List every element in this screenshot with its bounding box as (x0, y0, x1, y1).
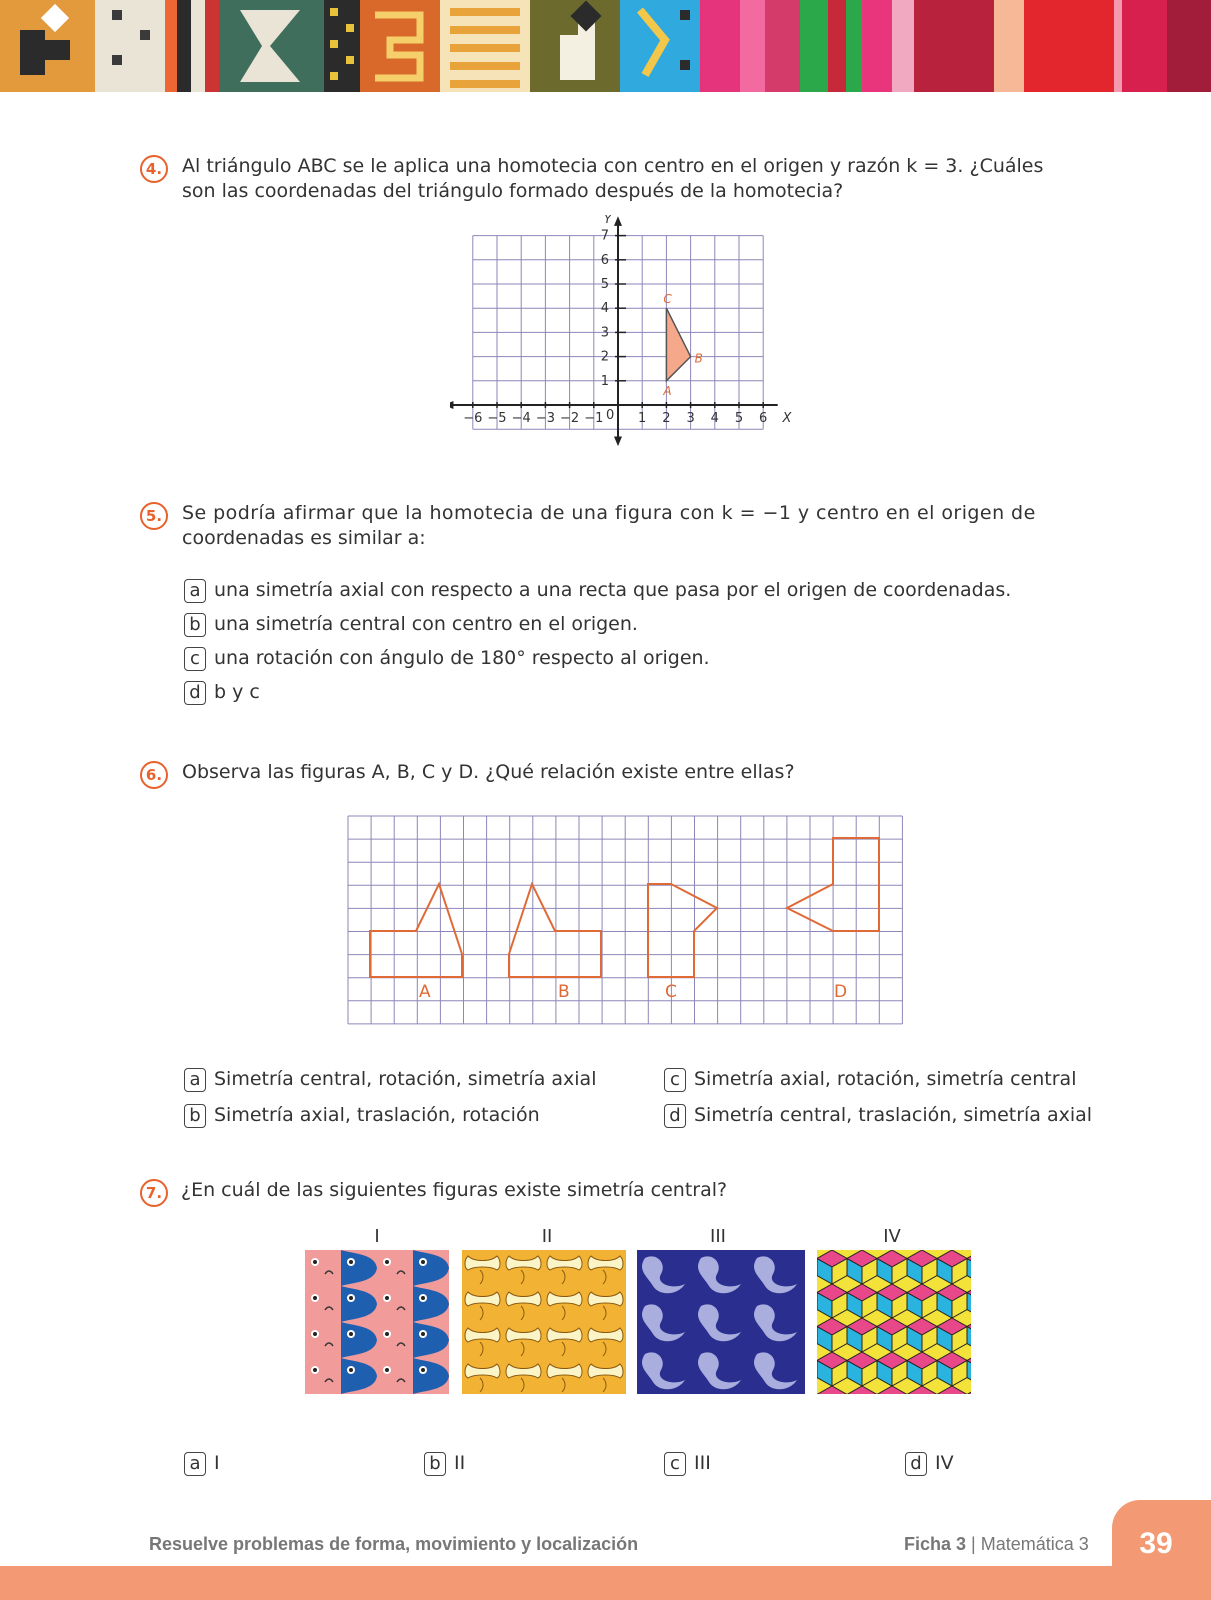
y-tick-label: 1 (600, 373, 609, 389)
pattern-iii-swirls (637, 1250, 805, 1394)
option-text: Simetría axial, traslación, rotación (214, 1104, 540, 1126)
option-letter-box: a (184, 1452, 206, 1476)
option-text: I (214, 1452, 220, 1474)
origin-label: 0 (606, 408, 615, 423)
option-letter-box: b (184, 613, 206, 637)
q5-option-d[interactable] (184, 679, 260, 705)
x-tick-label: −3 (535, 411, 555, 426)
option-text: una simetría axial con respecto a una recta que pasa por el origen de coordenadas. (214, 579, 1012, 601)
y-tick-label: 5 (600, 277, 609, 292)
y-axis-label: Y (604, 215, 612, 227)
x-tick-label: 4 (710, 411, 719, 426)
pattern-label-iv: IV (883, 1226, 901, 1247)
question-number-5: 5. (140, 502, 168, 530)
x-tick-label: −6 (463, 411, 483, 426)
y-axis-arrow-down (614, 436, 622, 446)
vertex-label-a: A (663, 383, 672, 398)
y-tick-label: 4 (600, 301, 609, 317)
pattern-i-fish (305, 1250, 449, 1394)
pattern-ii-bones (462, 1250, 626, 1394)
y-tick-label: 7 (600, 228, 609, 244)
option-letter-box: b (184, 1104, 206, 1128)
triangle-abc (666, 308, 690, 381)
x-tick-label: 3 (686, 411, 695, 426)
x-tick-label: −5 (487, 411, 507, 426)
option-text: IV (935, 1452, 954, 1474)
y-tick-label: 2 (600, 349, 609, 365)
footer-competency: Resuelve problemas de forma, movimiento y localización (149, 1534, 639, 1554)
q6-option-a[interactable] (184, 1066, 596, 1092)
figure-label-a: A (419, 982, 431, 1002)
x-axis-label: X (782, 411, 792, 426)
option-letter-box: a (184, 1068, 206, 1092)
q7-option-b[interactable] (424, 1450, 465, 1476)
q6-option-c[interactable] (664, 1066, 1076, 1092)
q7-option-c[interactable] (664, 1450, 711, 1476)
option-text: Simetría central, traslación, simetría axial (694, 1104, 1093, 1126)
q6-option-b[interactable] (184, 1102, 540, 1128)
figure-a (370, 884, 462, 977)
option-text: una simetría central con centro en el origen. (214, 613, 638, 635)
pattern-label-ii: II (541, 1226, 553, 1247)
option-text: una rotación con ángulo de 180° respecto al origen. (214, 647, 710, 669)
x-tick-label: −1 (584, 411, 604, 426)
q7-option-a[interactable] (184, 1450, 220, 1476)
option-letter-box: d (184, 681, 206, 705)
question-number-4: 4. (140, 155, 168, 183)
question-5-text-line2: coordenadas es similar a: (182, 527, 426, 549)
x-tick-label: −2 (560, 411, 580, 426)
x-tick-label: −4 (511, 411, 531, 426)
x-axis-arrow-left (450, 401, 453, 409)
option-letter-box: c (184, 647, 206, 671)
x-tick-label: 6 (759, 411, 768, 426)
coordinate-graph (450, 215, 810, 455)
pattern-iv-cubes (817, 1250, 971, 1394)
x-tick-label: 5 (734, 411, 744, 426)
x-tick-label: 1 (638, 411, 647, 426)
vertex-label-c: C (663, 292, 672, 307)
option-text: Simetría central, rotación, simetría axial (214, 1068, 597, 1090)
question-5-text-line1: Se podría afirmar que la homotecia de una figura con k = −1 y centro en el origen de (182, 502, 1036, 524)
figures-grid (347, 815, 903, 1027)
footer-band (0, 1566, 1211, 1600)
option-text: Simetría axial, rotación, simetría central (694, 1068, 1077, 1090)
vertex-label-b: B (694, 351, 703, 366)
figure-label-c: C (665, 982, 677, 1002)
q6-option-d[interactable] (664, 1102, 1092, 1128)
option-letter-box: c (664, 1068, 686, 1092)
y-tick-label: 6 (600, 252, 609, 268)
page-number: 39 (1139, 1527, 1173, 1560)
question-6-text: Observa las figuras A, B, C y D. ¿Qué relación existe entre ellas? (182, 761, 795, 783)
q5-option-c[interactable] (184, 645, 710, 671)
figure-b (509, 884, 601, 977)
figure-label-d: D (834, 982, 848, 1002)
option-letter-box: b (424, 1452, 446, 1476)
pattern-label-iii: III (710, 1226, 726, 1247)
q5-option-b[interactable] (184, 611, 638, 637)
option-text: b y c (214, 681, 260, 703)
footer-separator: | (971, 1534, 976, 1554)
footer-ficha (904, 1534, 1089, 1555)
question-7-text: ¿En cuál de las siguientes figuras existe simetría central? (181, 1179, 728, 1201)
option-letter-box: c (664, 1452, 686, 1476)
question-number-6: 6. (140, 761, 168, 789)
footer-subject: Matemática 3 (980, 1534, 1089, 1554)
q7-option-d[interactable] (905, 1450, 954, 1476)
option-text: II (454, 1452, 466, 1474)
figure-c (648, 884, 717, 977)
q5-option-a[interactable] (184, 577, 1011, 603)
option-letter-box: a (184, 579, 206, 603)
option-letter-box: d (664, 1104, 686, 1128)
option-text: III (694, 1452, 711, 1474)
pattern-label-i: I (374, 1226, 380, 1247)
question-4-text-line2: son las coordenadas del triángulo formado después de la homotecia? (182, 180, 844, 202)
figure-label-b: B (558, 982, 570, 1002)
x-tick-label: 2 (662, 411, 671, 426)
decorative-textile-banner (0, 0, 1211, 92)
footer-ficha-label: Ficha 3 (904, 1534, 967, 1554)
question-4-text-line1: Al triángulo ABC se le aplica una homotecia con centro en el origen y razón k = 3. ¿Cuáles (182, 155, 1044, 177)
y-axis-arrow-up (614, 216, 622, 226)
y-tick-label: 3 (600, 325, 609, 341)
option-letter-box: d (905, 1452, 927, 1476)
question-number-7: 7. (140, 1179, 168, 1207)
